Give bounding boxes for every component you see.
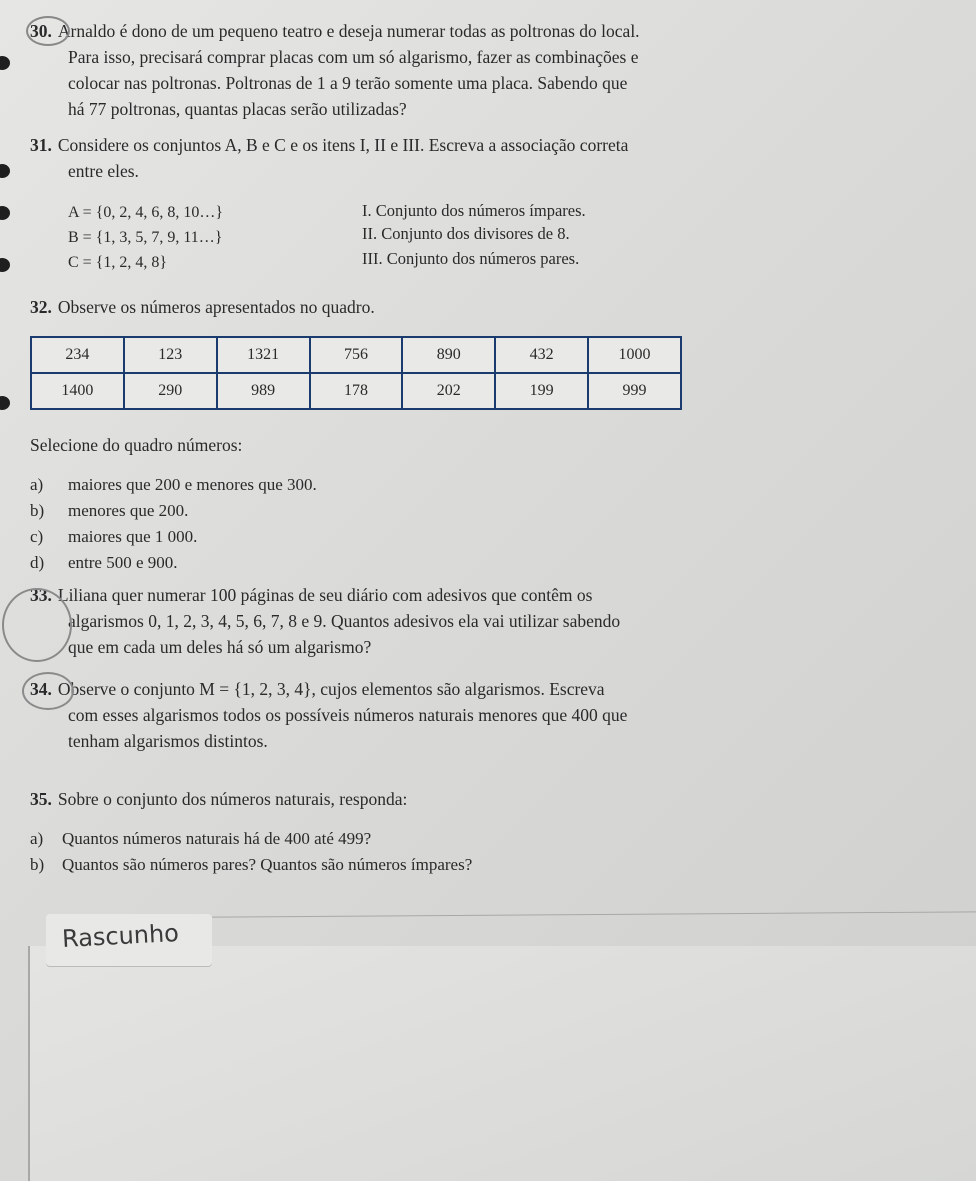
numbers-table bbox=[30, 336, 682, 410]
question-line: tenham algarismos distintos. bbox=[68, 731, 268, 751]
option-letter: a) bbox=[30, 475, 44, 494]
option-letter: b) bbox=[30, 501, 45, 520]
table-cell: 199 bbox=[495, 373, 588, 409]
binder-hole bbox=[0, 56, 10, 70]
question-31 bbox=[30, 132, 960, 184]
question-text: Observe os números apresentados no quadro. bbox=[57, 297, 375, 317]
binder-hole bbox=[0, 396, 10, 410]
option-d bbox=[30, 550, 178, 576]
draft-divider bbox=[212, 911, 976, 917]
question-number: 34. bbox=[30, 679, 52, 699]
question-line: colocar nas poltronas. Poltronas de 1 a 9 terão somente uma placa. Sabendo que bbox=[68, 73, 628, 93]
question-line: há 77 poltronas, quantas placas serão utilizadas? bbox=[68, 99, 407, 119]
table-cell: 1000 bbox=[588, 337, 681, 373]
option-letter: c) bbox=[30, 527, 44, 546]
binder-hole bbox=[0, 164, 10, 178]
question-number: 32. bbox=[30, 297, 52, 317]
option-text: Quantos são números pares? Quantos são números ímpares? bbox=[62, 855, 473, 874]
question-30 bbox=[30, 18, 960, 122]
hand-drawn-circle bbox=[22, 672, 74, 710]
item-i: I. Conjunto dos números ímpares. bbox=[362, 201, 586, 220]
table-cell: 290 bbox=[124, 373, 217, 409]
question-line: com esses algarismos todos os possíveis números naturais menores que 400 que bbox=[68, 705, 628, 725]
table-cell: 756 bbox=[310, 337, 403, 373]
option-c bbox=[30, 524, 197, 550]
table-cell: 999 bbox=[588, 373, 681, 409]
draft-label: Rascunho bbox=[61, 918, 180, 954]
set-a: A = {0, 2, 4, 6, 8, 10…} bbox=[68, 204, 224, 221]
question-number: 33. bbox=[30, 585, 52, 605]
item-ii: II. Conjunto dos divisores de 8. bbox=[362, 224, 570, 243]
table-cell: 1400 bbox=[31, 373, 124, 409]
question-line: algarismos 0, 1, 2, 3, 4, 5, 6, 7, 8 e 9. Quantos adesivos ela vai utilizar sabendo bbox=[68, 611, 621, 631]
hand-drawn-circle bbox=[2, 588, 72, 662]
question-32 bbox=[30, 294, 930, 320]
binder-hole bbox=[0, 206, 10, 220]
question-35 bbox=[30, 786, 960, 812]
question-33 bbox=[30, 582, 960, 660]
item-iii: III. Conjunto dos números pares. bbox=[362, 249, 580, 268]
table-cell: 234 bbox=[31, 337, 124, 373]
table-cell: 890 bbox=[402, 337, 495, 373]
table-cell: 178 bbox=[310, 373, 403, 409]
option-b bbox=[30, 498, 188, 524]
table-cell: 202 bbox=[402, 373, 495, 409]
option-text: menores que 200. bbox=[68, 501, 189, 520]
set-c: C = {1, 2, 4, 8} bbox=[68, 254, 168, 271]
option-letter: b) bbox=[30, 855, 45, 874]
question-line: Liliana quer numerar 100 páginas de seu diário com adesivos que contêm os bbox=[57, 585, 593, 605]
question-number: 35. bbox=[30, 789, 52, 809]
option-text: maiores que 1 000. bbox=[68, 527, 198, 546]
question-text: Sobre o conjunto dos números naturais, responda: bbox=[57, 789, 408, 809]
table-cell: 1321 bbox=[217, 337, 310, 373]
set-b: B = {1, 3, 5, 7, 9, 11…} bbox=[68, 229, 223, 246]
question-34 bbox=[30, 676, 960, 754]
binder-hole bbox=[0, 258, 10, 272]
question-line: Arnaldo é dono de um pequeno teatro e deseja numerar todas as poltronas do local. bbox=[57, 21, 640, 41]
option-text: entre 500 e 900. bbox=[68, 553, 178, 572]
option-b bbox=[30, 852, 472, 878]
table-cell: 123 bbox=[124, 337, 217, 373]
table-row bbox=[31, 337, 681, 373]
option-text: Quantos números naturais há de 400 até 499? bbox=[62, 829, 372, 848]
question-number: 31. bbox=[30, 135, 52, 155]
question-number: 30. bbox=[30, 21, 52, 41]
question-line: entre eles. bbox=[68, 161, 139, 181]
table-cell: 989 bbox=[217, 373, 310, 409]
select-prompt: Selecione do quadro números: bbox=[30, 435, 243, 455]
table-row bbox=[31, 373, 681, 409]
option-letter: d) bbox=[30, 553, 45, 572]
option-a bbox=[30, 826, 371, 852]
question-line: Observe o conjunto M = {1, 2, 3, 4}, cujos elementos são algarismos. Escreva bbox=[57, 679, 605, 699]
option-a bbox=[30, 472, 317, 498]
hand-drawn-circle bbox=[26, 16, 70, 46]
option-text: maiores que 200 e menores que 300. bbox=[68, 475, 317, 494]
option-letter: a) bbox=[30, 829, 44, 848]
draft-area bbox=[28, 946, 976, 1181]
question-line: Considere os conjuntos A, B e C e os itens I, II e III. Escreva a associação correta bbox=[57, 135, 629, 155]
table-cell: 432 bbox=[495, 337, 588, 373]
question-line: Para isso, precisará comprar placas com um só algarismo, fazer as combinações e bbox=[68, 47, 639, 67]
question-line: que em cada um deles há só um algarismo? bbox=[68, 637, 372, 657]
